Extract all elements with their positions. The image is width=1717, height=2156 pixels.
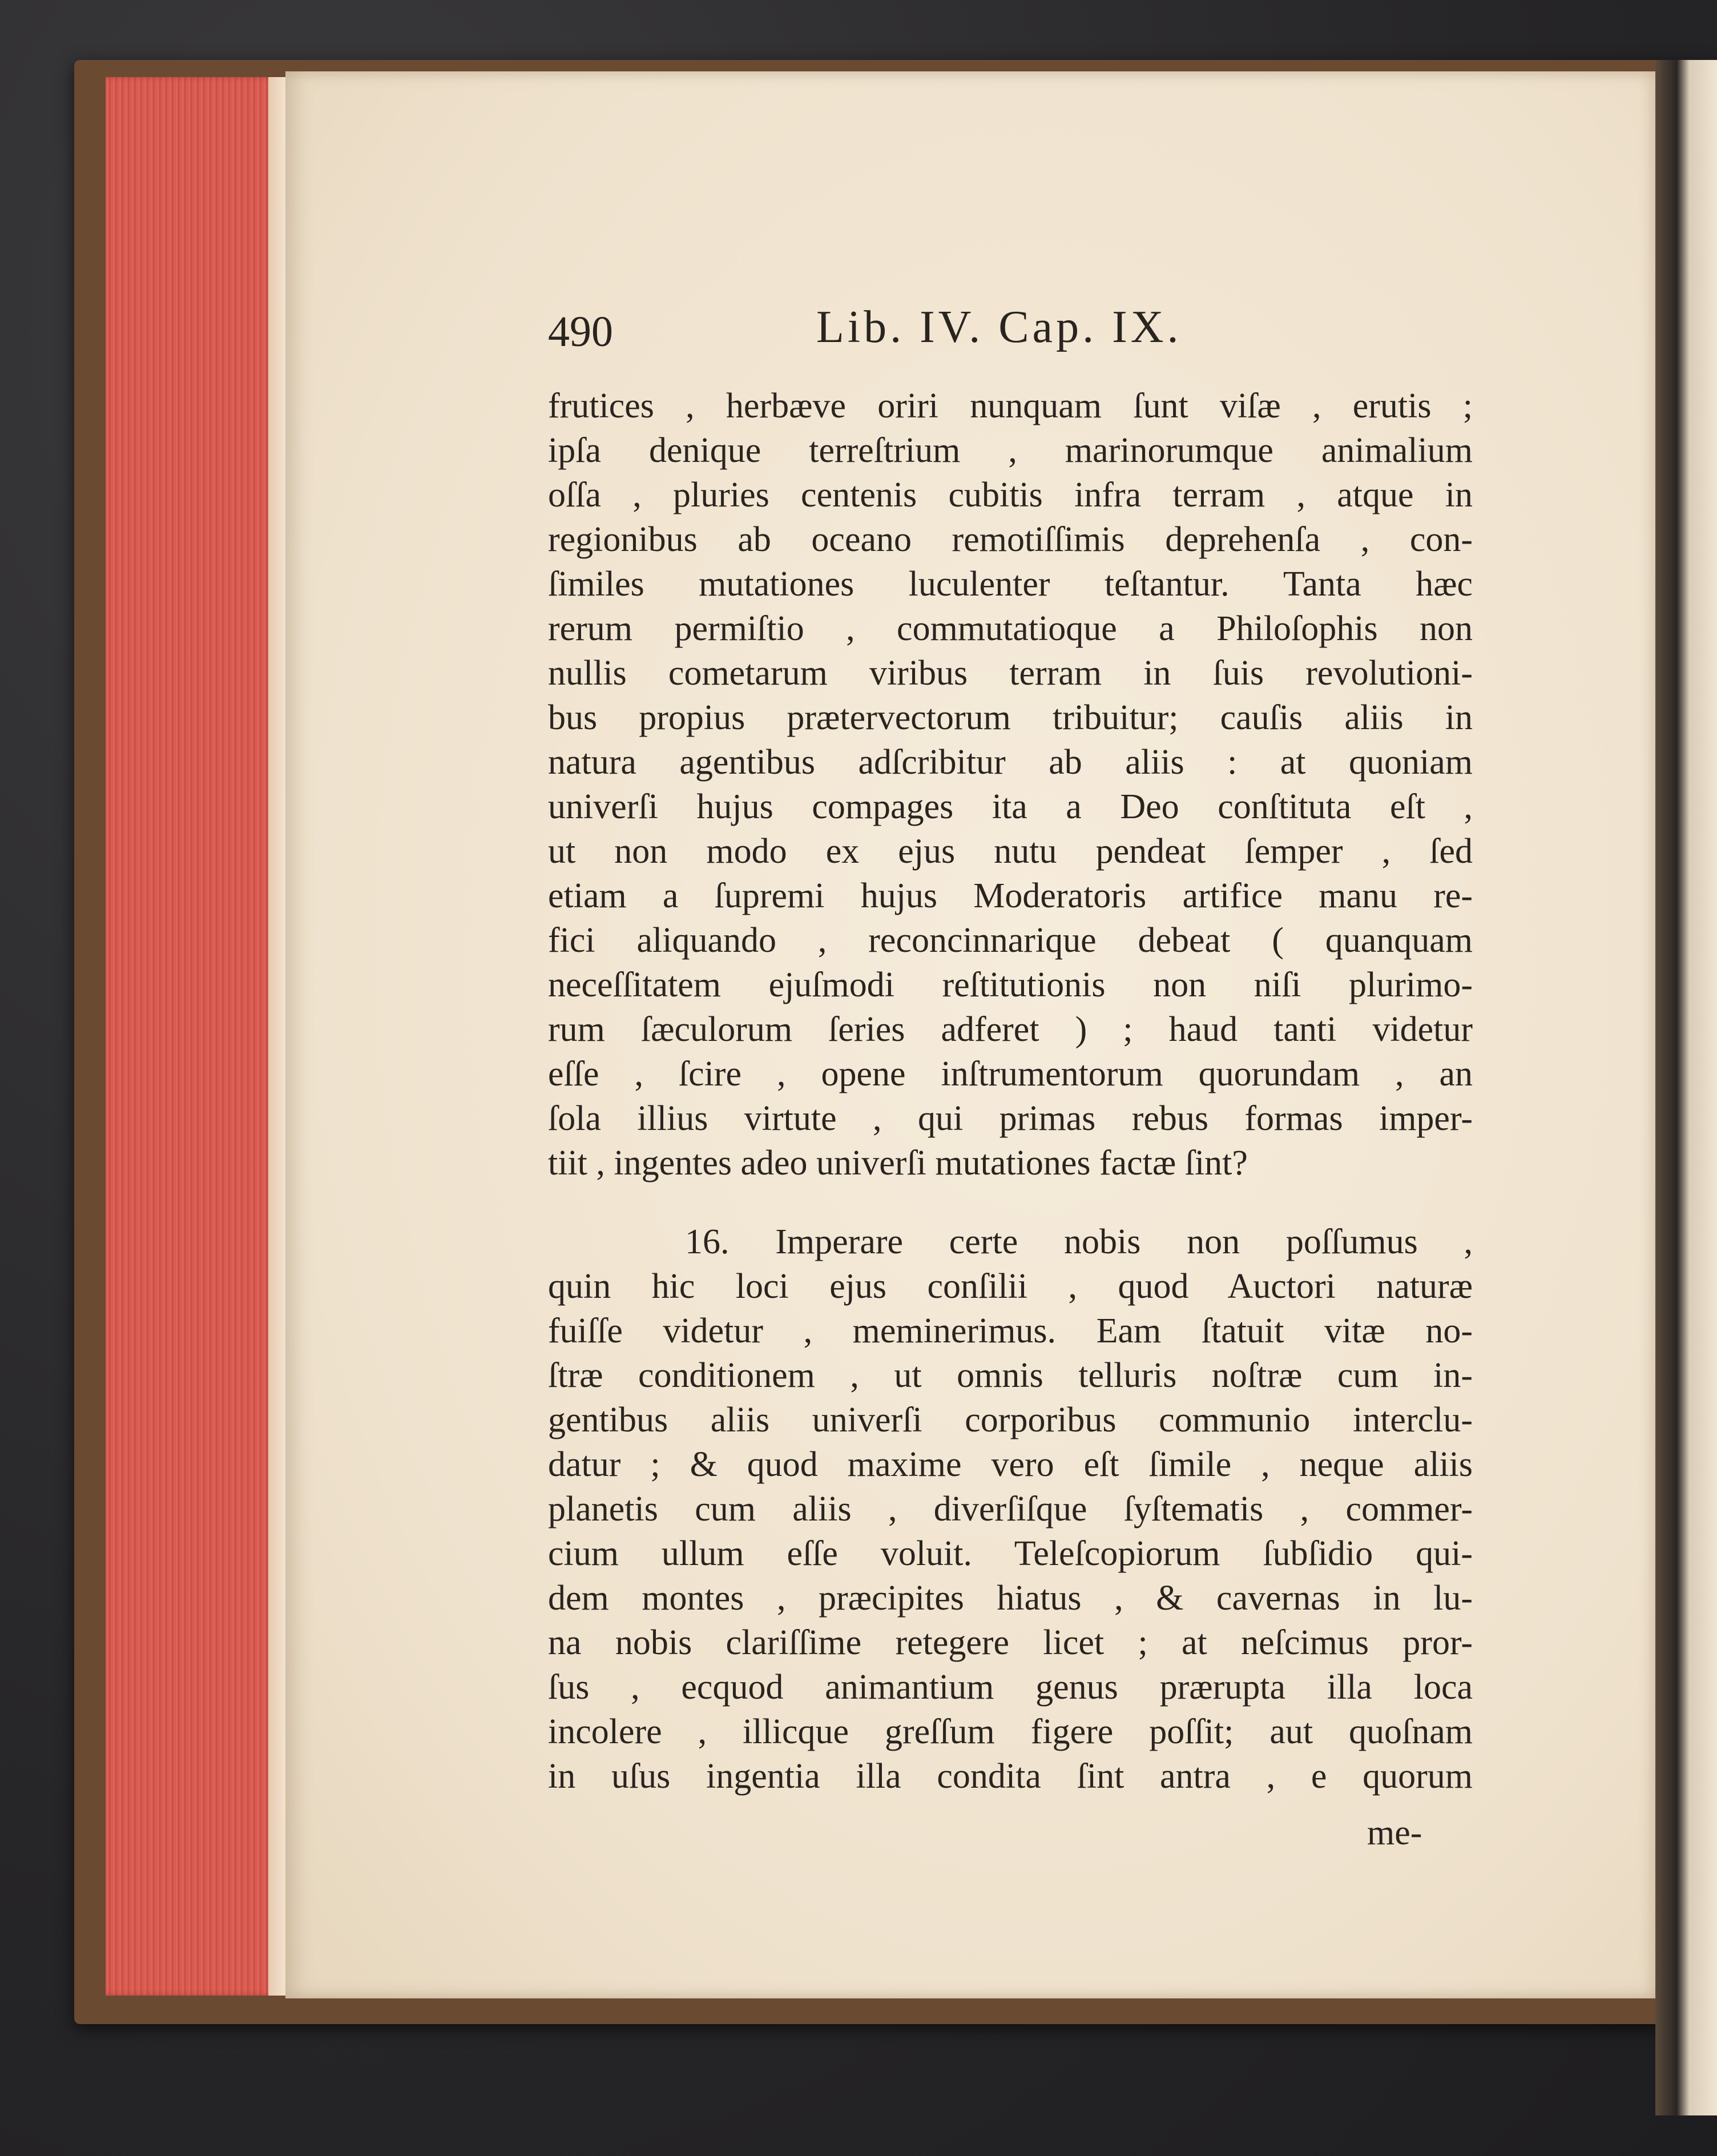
catchword: me-	[1367, 1813, 1422, 1852]
text-line: nullis cometarum viribus terram in ſuis revolutioni-	[548, 654, 1473, 693]
text-line: incolere , illicque greſſum figere poſſit; aut quoſnam	[548, 1712, 1473, 1751]
text-line: fuiſſe videtur , meminerimus. Eam ſtatuit vitæ no-	[548, 1312, 1473, 1350]
text-line: rerum permiſtio , commutatioque a Philoſophis non	[548, 609, 1473, 648]
text-line: ut non modo ex ejus nutu pendeat ſemper , ſed	[548, 832, 1473, 871]
text-line: quin hic loci ejus conſilii , quod Auctori naturæ	[548, 1267, 1473, 1306]
text-line: 16. Imperare certe nobis non poſſumus ,	[685, 1222, 1473, 1261]
book-gutter	[1655, 60, 1717, 2115]
page-number: 490	[548, 308, 613, 356]
text-line: tiit , ingentes adeo univerſi mutationes factæ ſint?	[548, 1144, 1248, 1182]
text-line: neceſſitatem ejuſmodi reſtitutionis non niſi plurimo-	[548, 966, 1473, 1004]
body-text	[548, 384, 1473, 1799]
text-line: rum ſæculorum ſeries adferet ) ; haud tanti videtur	[548, 1010, 1473, 1049]
text-line: na nobis clariſſime retegere licet ; at neſcimus pror-	[548, 1623, 1473, 1662]
text-line: ſola illius virtute , qui primas rebus formas imper-	[548, 1099, 1473, 1138]
text-line: dem montes , præcipites hiatus , & cavernas in lu-	[548, 1579, 1473, 1618]
text-line: natura agentibus adſcribitur ab aliis : at quoniam	[548, 743, 1473, 782]
text-line: cium ullum eſſe voluit. Teleſcopiorum ſubſidio qui-	[548, 1534, 1473, 1573]
running-head: Lib. IV. Cap. IX.	[816, 302, 1182, 352]
text-line: oſſa , pluries centenis cubitis infra terram , atque in	[548, 476, 1473, 514]
text-line: planetis cum aliis , diverſiſque ſyſtematis , commer-	[548, 1490, 1473, 1528]
text-line: in uſus ingentia illa condita ſint antra , e quorum	[548, 1757, 1473, 1796]
page-edge-highlight	[268, 77, 285, 1996]
text-line: gentibus aliis univerſi corporibus communio interclu-	[548, 1401, 1473, 1439]
red-page-edges	[106, 77, 288, 1996]
text-line: ſus , ecquod animantium genus prærupta illa loca	[548, 1668, 1473, 1707]
text-line: regionibus ab oceano remotiſſimis deprehenſa , con-	[548, 520, 1473, 559]
text-line: univerſi hujus compages ita a Deo conſtituta eſt ,	[548, 787, 1473, 826]
text-line: datur ; & quod maxime vero eſt ſimile , neque aliis	[548, 1445, 1473, 1484]
text-line: eſſe , ſcire , opene inſtrumentorum quorundam , an	[548, 1055, 1473, 1093]
paragraph-gap	[548, 1185, 1473, 1220]
text-line: ipſa denique terreſtrium , marinorumque animalium	[548, 431, 1473, 470]
page-header	[548, 301, 1484, 364]
paragraph-1	[548, 384, 1473, 1185]
text-line: fici aliquando , reconcinnarique debeat ( quanquam	[548, 921, 1473, 960]
text-line: ſimiles mutationes luculenter teſtantur. Tanta hæc	[548, 565, 1473, 604]
text-line: bus propius prætervectorum tribuitur; cauſis aliis in	[548, 698, 1473, 737]
text-line: etiam a ſupremi hujus Moderatoris artifice manu re-	[548, 876, 1473, 915]
text-line: frutices , herbæve oriri nunquam ſunt viſæ , erutis ;	[548, 387, 1473, 425]
text-line: ſtræ conditionem , ut omnis telluris noſtræ cum in-	[548, 1356, 1473, 1395]
paragraph-2	[548, 1220, 1473, 1799]
